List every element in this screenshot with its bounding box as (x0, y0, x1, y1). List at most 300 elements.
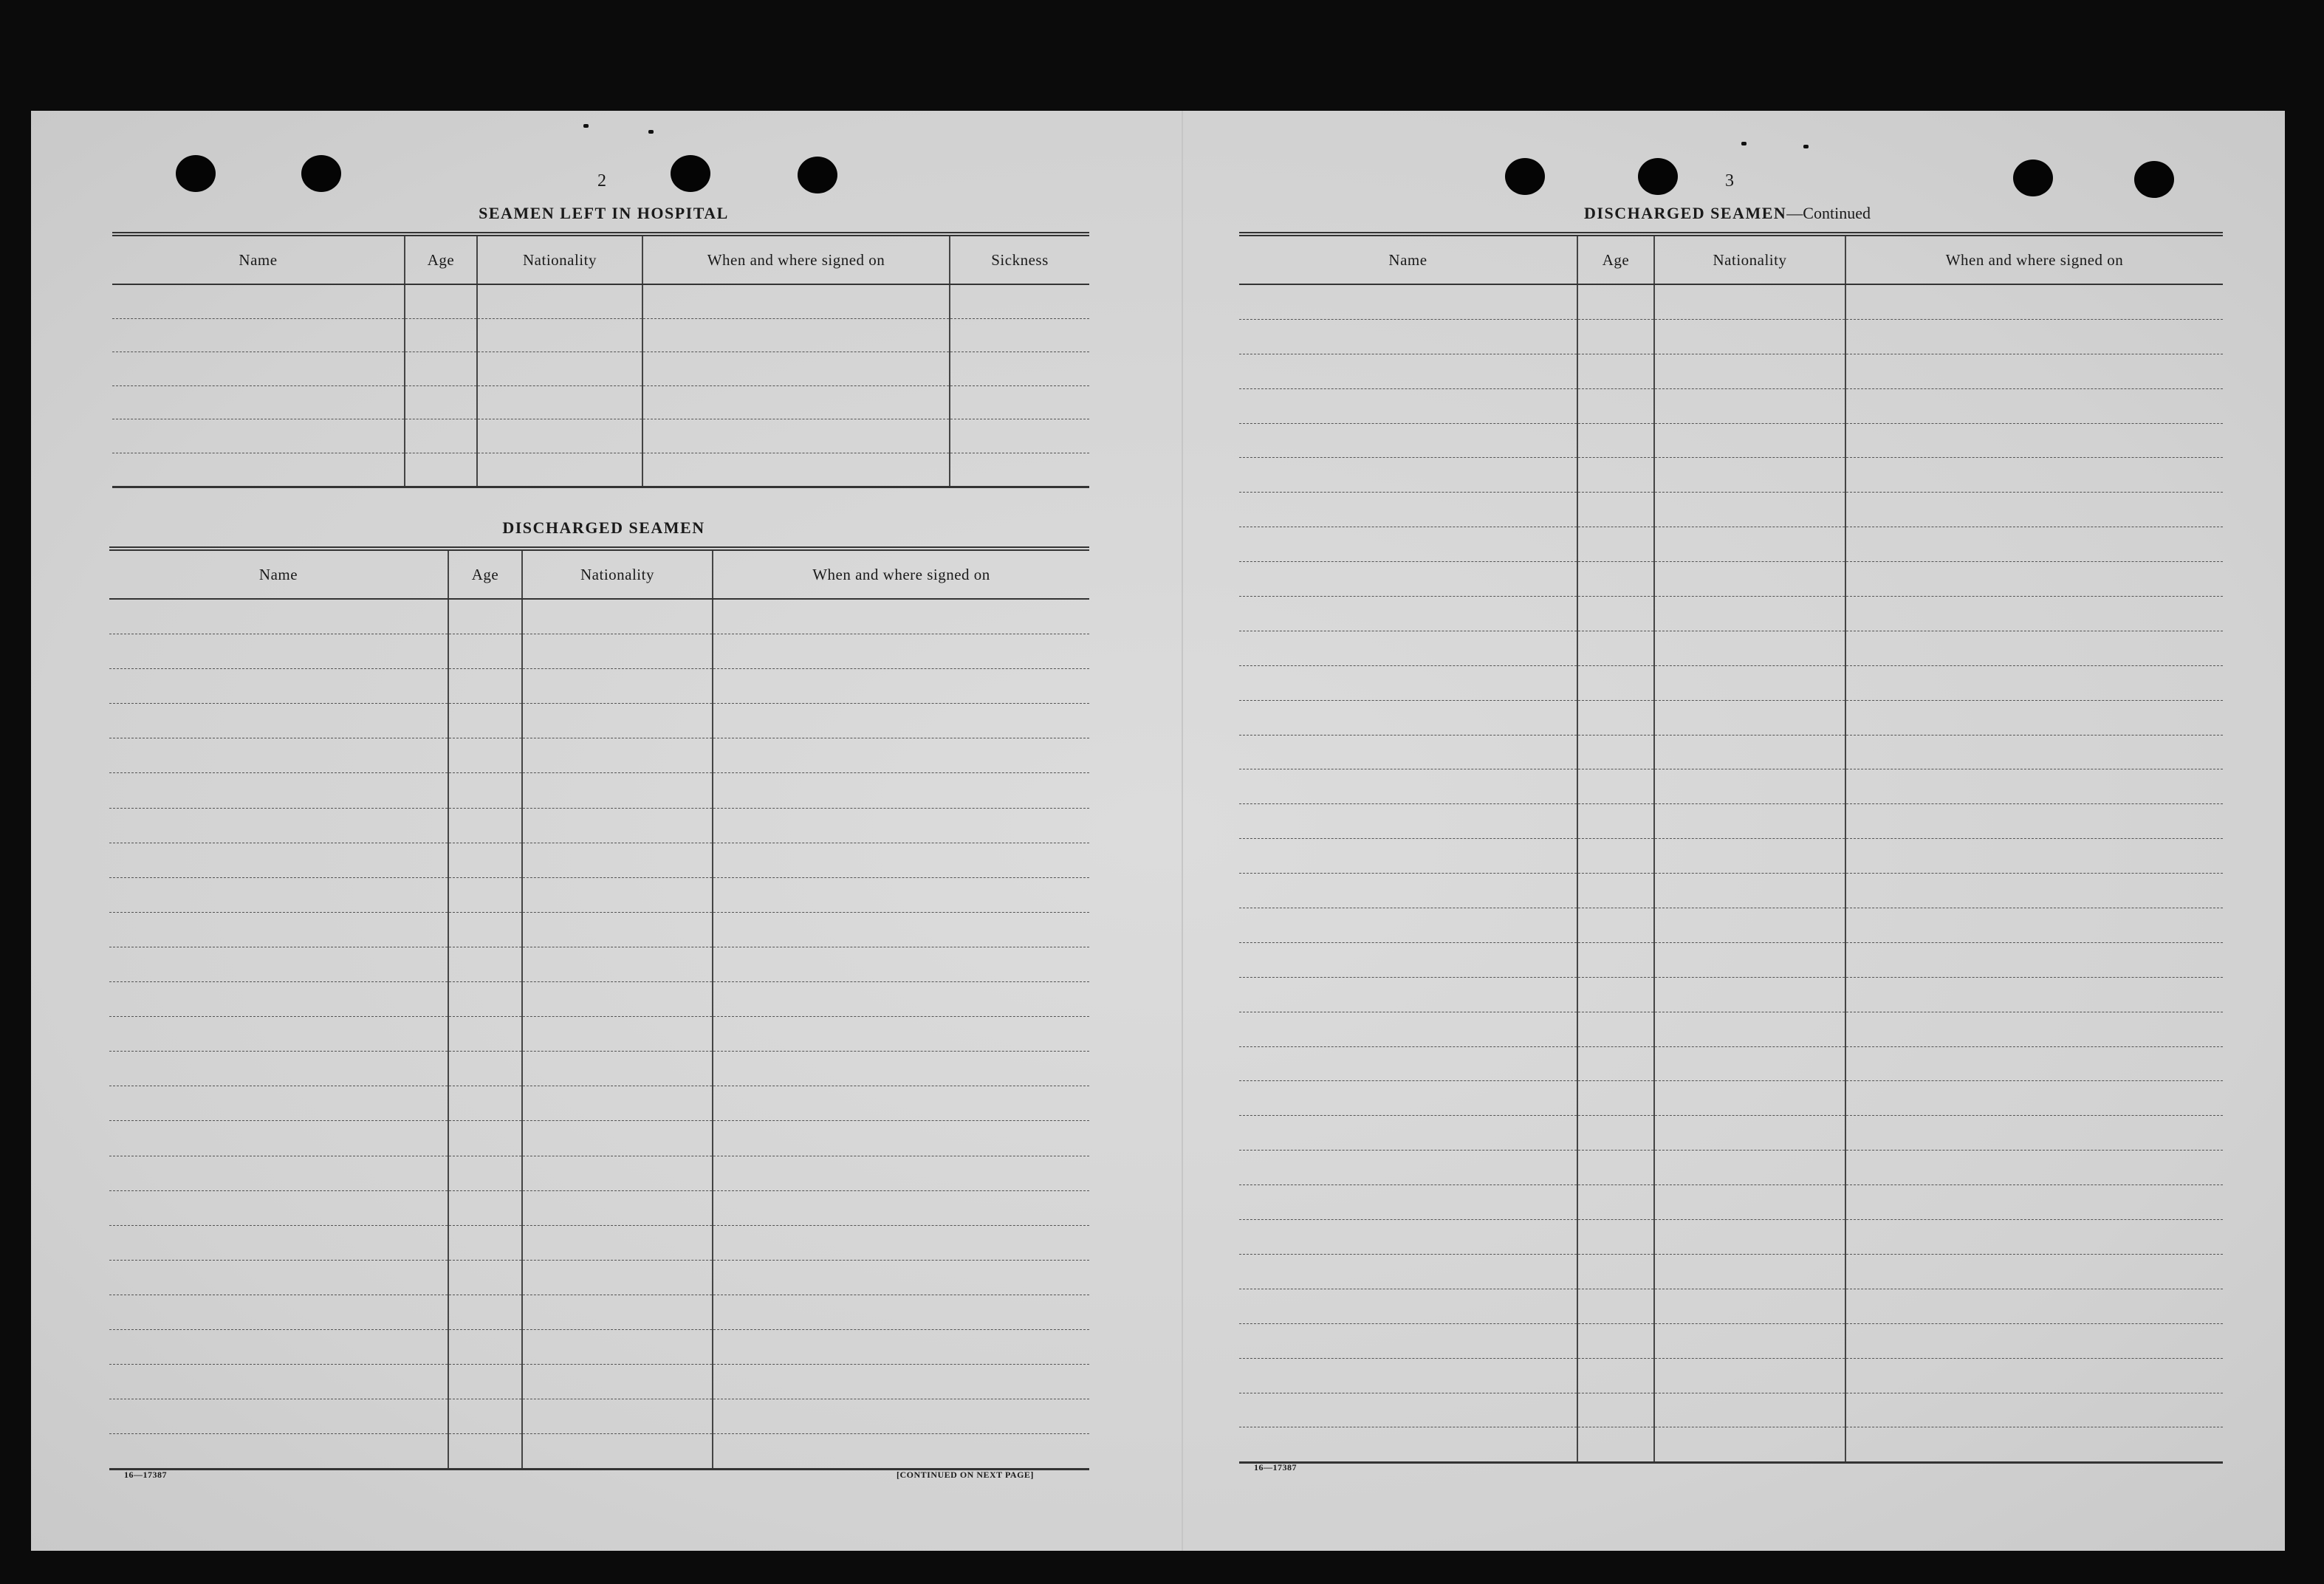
table-cell (713, 1399, 1089, 1434)
punch-hole (1505, 158, 1545, 195)
table-row (1239, 977, 2223, 1012)
table-cell (1577, 354, 1654, 388)
table-cell (448, 1434, 522, 1470)
table-cell (405, 352, 477, 386)
table-cell (1577, 631, 1654, 665)
table-cell (1845, 1393, 2223, 1427)
table-row (1239, 1185, 2223, 1220)
col-header-nationality: Nationality (522, 549, 713, 599)
table-row (1239, 1081, 2223, 1116)
table-cell (1845, 1358, 2223, 1393)
table-cell (448, 1190, 522, 1225)
table-row (1239, 735, 2223, 769)
col-header-sickness: Sickness (950, 234, 1089, 284)
col-header-nationality: Nationality (477, 234, 642, 284)
table-row (1239, 284, 2223, 319)
table-row (109, 1052, 1089, 1086)
table-cell (1654, 458, 1845, 493)
table-row (109, 1434, 1089, 1470)
col-header-name: Name (112, 234, 405, 284)
table-cell (1845, 1116, 2223, 1151)
table-cell (713, 982, 1089, 1017)
table-cell (642, 352, 950, 386)
table-cell (112, 385, 405, 419)
table-cell (1845, 1427, 2223, 1463)
table-cell (109, 1017, 448, 1052)
punch-hole (301, 155, 341, 192)
table-cell (522, 1295, 713, 1329)
table-cell (1654, 631, 1845, 665)
table-cell (1577, 665, 1654, 700)
table-cell (713, 1434, 1089, 1470)
table-cell (522, 738, 713, 773)
table-row (112, 453, 1089, 487)
table-cell (1577, 700, 1654, 735)
speck (648, 130, 654, 134)
discharged-table (109, 546, 1089, 1470)
table-cell (522, 669, 713, 704)
table-cell (713, 912, 1089, 947)
table-row (112, 352, 1089, 386)
table-cell (522, 947, 713, 981)
table-cell (112, 352, 405, 386)
col-header-age: Age (1577, 234, 1654, 284)
table-cell (1654, 1116, 1845, 1151)
table-cell (713, 1086, 1089, 1121)
table-cell (522, 773, 713, 808)
table-cell (1577, 1254, 1654, 1289)
table-row (109, 1156, 1089, 1190)
table-cell (1577, 735, 1654, 769)
table-cell (1845, 1081, 2223, 1116)
table-cell (713, 1329, 1089, 1364)
table-cell (1845, 597, 2223, 631)
form-number: 16—17387 (1254, 1462, 1297, 1472)
table-cell (405, 419, 477, 453)
col-header-nationality: Nationality (1654, 234, 1845, 284)
table-cell (109, 669, 448, 704)
table-row (1239, 1393, 2223, 1427)
table-cell (1239, 1289, 1577, 1323)
table-cell (1577, 284, 1654, 319)
table-cell (1577, 1393, 1654, 1427)
table-row (109, 982, 1089, 1017)
table-row (109, 1190, 1089, 1225)
table-cell (1845, 631, 2223, 665)
table-cell (1845, 423, 2223, 458)
table-row (109, 1399, 1089, 1434)
table-cell (522, 1329, 713, 1364)
table-row (109, 877, 1089, 912)
table-cell (1654, 1220, 1845, 1255)
table-cell (112, 419, 405, 453)
table-cell (448, 1225, 522, 1260)
table-cell (522, 1190, 713, 1225)
table-cell (1577, 458, 1654, 493)
table-cell (713, 1365, 1089, 1399)
table-cell (522, 982, 713, 1017)
table-cell (642, 284, 950, 318)
table-cell (1845, 1323, 2223, 1358)
table-cell (1239, 597, 1577, 631)
table-row (1239, 665, 2223, 700)
table-cell (109, 1086, 448, 1121)
table-cell (448, 1156, 522, 1190)
table-cell (448, 669, 522, 704)
table-cell (1239, 804, 1577, 839)
table-cell (477, 318, 642, 352)
table-row (109, 599, 1089, 634)
table-cell (1654, 1358, 1845, 1393)
table-cell (1577, 562, 1654, 597)
table-cell (1239, 319, 1577, 354)
table-cell (109, 1434, 448, 1470)
table-row (109, 947, 1089, 981)
table-cell (1239, 1323, 1577, 1358)
table-row (1239, 1323, 2223, 1358)
table-cell (1845, 1046, 2223, 1081)
table-cell (109, 1156, 448, 1190)
table-cell (109, 773, 448, 808)
table-cell (448, 982, 522, 1017)
table-cell (1654, 493, 1845, 527)
table-cell (522, 1121, 713, 1156)
table-cell (713, 738, 1089, 773)
table-cell (1654, 1323, 1845, 1358)
table-row (1239, 562, 2223, 597)
table-cell (109, 1225, 448, 1260)
punch-hole (671, 155, 710, 192)
discharged-continued-table (1239, 232, 2223, 1464)
table-row (1239, 458, 2223, 493)
table-cell (1845, 1151, 2223, 1185)
table-cell (522, 1365, 713, 1399)
table-cell (1239, 354, 1577, 388)
col-header-name: Name (109, 549, 448, 599)
table-cell (1654, 1427, 1845, 1463)
table-cell (109, 912, 448, 947)
table-cell (1577, 1358, 1654, 1393)
table-cell (713, 1260, 1089, 1295)
table-cell (1845, 942, 2223, 977)
table-row (1239, 354, 2223, 388)
table-cell (477, 453, 642, 487)
table-cell (109, 982, 448, 1017)
table-cell (522, 1156, 713, 1190)
table-cell (1239, 942, 1577, 977)
table-cell (1239, 665, 1577, 700)
punch-hole (798, 157, 837, 193)
table-row (1239, 1151, 2223, 1185)
table-row (109, 1121, 1089, 1156)
table-row (1239, 1220, 2223, 1255)
table-cell (477, 284, 642, 318)
col-header-age: Age (405, 234, 477, 284)
table-cell (1654, 1393, 1845, 1427)
table-cell (713, 1190, 1089, 1225)
speck (1741, 142, 1747, 145)
table-cell (109, 1365, 448, 1399)
table-cell (713, 1121, 1089, 1156)
table-cell (1654, 735, 1845, 769)
table-cell (1577, 1151, 1654, 1185)
table-cell (1577, 1323, 1654, 1358)
table-cell (1845, 284, 2223, 319)
table-cell (522, 1052, 713, 1086)
table-row (109, 1017, 1089, 1052)
table-cell (1577, 804, 1654, 839)
table-cell (1845, 1220, 2223, 1255)
table-cell (1239, 1427, 1577, 1463)
table-cell (1654, 1046, 1845, 1081)
table-cell (1239, 423, 1577, 458)
table-cell (1577, 839, 1654, 874)
table-cell (1845, 977, 2223, 1012)
table-cell (477, 352, 642, 386)
section-title-main: DISCHARGED SEAMEN (1584, 204, 1787, 222)
table-row (1239, 874, 2223, 908)
table-row (1239, 942, 2223, 977)
table-row (1239, 1012, 2223, 1046)
table-cell (448, 1260, 522, 1295)
table-row (109, 773, 1089, 808)
table-row (1239, 527, 2223, 562)
table-cell (1654, 1012, 1845, 1046)
table-cell (109, 738, 448, 773)
table-cell (1654, 562, 1845, 597)
table-cell (112, 318, 405, 352)
col-header-signed-on: When and where signed on (642, 234, 950, 284)
table-cell (1845, 1012, 2223, 1046)
section-title (1241, 204, 2214, 223)
col-header-signed-on: When and where signed on (1845, 234, 2223, 284)
table-cell (405, 284, 477, 318)
table-row (109, 1260, 1089, 1295)
table-cell (1577, 1427, 1654, 1463)
table-cell (522, 1260, 713, 1295)
table-cell (1239, 1185, 1577, 1220)
table-row (109, 634, 1089, 669)
table-cell (1845, 493, 2223, 527)
table-cell (112, 284, 405, 318)
table-cell (713, 1156, 1089, 1190)
table-cell (713, 843, 1089, 877)
table-row (109, 669, 1089, 704)
table-row (109, 1086, 1089, 1121)
table-cell (448, 877, 522, 912)
table-cell (1239, 631, 1577, 665)
table-cell (1654, 839, 1845, 874)
table-cell (713, 634, 1089, 669)
table-cell (1239, 1151, 1577, 1185)
table-cell (1654, 423, 1845, 458)
table-cell (1845, 1254, 2223, 1289)
table-cell (950, 385, 1089, 419)
table-cell (1654, 319, 1845, 354)
table-cell (522, 1225, 713, 1260)
table-cell (522, 1017, 713, 1052)
table-cell (448, 599, 522, 634)
table-row (1239, 493, 2223, 527)
table-cell (1845, 562, 2223, 597)
table-row (1239, 804, 2223, 839)
table-cell (713, 773, 1089, 808)
table-cell (448, 1329, 522, 1364)
table-cell (1654, 700, 1845, 735)
table-cell (1845, 908, 2223, 943)
table-cell (405, 385, 477, 419)
table-cell (448, 843, 522, 877)
table-cell (1239, 1358, 1577, 1393)
table-cell (522, 1086, 713, 1121)
table-cell (109, 877, 448, 912)
table-cell (1577, 423, 1654, 458)
form-number: 16—17387 (124, 1470, 167, 1480)
continued-note: [CONTINUED ON NEXT PAGE] (897, 1470, 1034, 1480)
col-header-age: Age (448, 549, 522, 599)
table-cell (109, 1295, 448, 1329)
table-cell (1577, 1046, 1654, 1081)
table-cell (1845, 700, 2223, 735)
table-cell (1654, 942, 1845, 977)
table-cell (1577, 1289, 1654, 1323)
table-cell (1577, 908, 1654, 943)
table-cell (1239, 700, 1577, 735)
table-cell (1577, 874, 1654, 908)
table-cell (1845, 458, 2223, 493)
speck (583, 124, 589, 128)
table-cell (1239, 493, 1577, 527)
table-cell (1654, 665, 1845, 700)
table-row (1239, 769, 2223, 804)
table-cell (405, 453, 477, 487)
table-cell (1577, 977, 1654, 1012)
hospital-table (112, 232, 1089, 488)
table-row (109, 808, 1089, 843)
table-cell (1654, 1254, 1845, 1289)
table-row (1239, 388, 2223, 423)
table-cell (448, 1052, 522, 1086)
table-row (1239, 1116, 2223, 1151)
table-cell (1654, 908, 1845, 943)
table-cell (1239, 874, 1577, 908)
page-number: 2 (597, 171, 606, 191)
table-cell (1239, 527, 1577, 562)
table-cell (1845, 769, 2223, 804)
table-cell (1577, 942, 1654, 977)
table-cell (1239, 1116, 1577, 1151)
table-cell (1239, 1220, 1577, 1255)
table-row (109, 704, 1089, 738)
table-cell (1845, 735, 2223, 769)
table-cell (1239, 735, 1577, 769)
table-row (1239, 1427, 2223, 1463)
table-cell (1845, 804, 2223, 839)
table-cell (1577, 1185, 1654, 1220)
table-row (1239, 908, 2223, 943)
table-cell (1654, 354, 1845, 388)
table-cell (1577, 388, 1654, 423)
table-row (1239, 631, 2223, 665)
table-cell (1239, 1393, 1577, 1427)
table-cell (1577, 1012, 1654, 1046)
table-cell (1845, 1185, 2223, 1220)
table-cell (1845, 527, 2223, 562)
table-cell (1239, 388, 1577, 423)
table-cell (1239, 1254, 1577, 1289)
table-cell (109, 704, 448, 738)
table-row (109, 843, 1089, 877)
table-cell (109, 599, 448, 634)
table-cell (448, 947, 522, 981)
table-cell (1654, 284, 1845, 319)
section-title: DISCHARGED SEAMEN (502, 518, 705, 537)
table-row (112, 385, 1089, 419)
table-cell (1654, 1081, 1845, 1116)
table-cell (477, 385, 642, 419)
punch-hole (1638, 158, 1678, 195)
table-cell (950, 453, 1089, 487)
table-cell (1239, 769, 1577, 804)
table-cell (1577, 527, 1654, 562)
table-cell (1239, 977, 1577, 1012)
page-fold (1182, 111, 1183, 1551)
table-cell (522, 877, 713, 912)
table-cell (448, 912, 522, 947)
table-cell (713, 704, 1089, 738)
table-row (112, 318, 1089, 352)
table-cell (1654, 1185, 1845, 1220)
table-cell (1577, 1116, 1654, 1151)
table-cell (713, 1295, 1089, 1329)
speck (1803, 145, 1809, 148)
table-row (109, 1365, 1089, 1399)
table-cell (477, 419, 642, 453)
table-cell (713, 599, 1089, 634)
table-cell (109, 1052, 448, 1086)
table-cell (448, 1295, 522, 1329)
table-cell (1654, 977, 1845, 1012)
table-cell (1845, 665, 2223, 700)
table-cell (642, 318, 950, 352)
table-cell (522, 1434, 713, 1470)
table-cell (1239, 908, 1577, 943)
table-cell (522, 1399, 713, 1434)
table-cell (1654, 1289, 1845, 1323)
table-cell (448, 704, 522, 738)
table-cell (1654, 769, 1845, 804)
table-cell (1577, 1220, 1654, 1255)
table-cell (1654, 388, 1845, 423)
table-row (1239, 423, 2223, 458)
table-cell (713, 1017, 1089, 1052)
table-row (109, 738, 1089, 773)
table-cell (109, 947, 448, 981)
table-cell (109, 1190, 448, 1225)
table-cell (522, 912, 713, 947)
table-cell (522, 704, 713, 738)
col-header-signed-on: When and where signed on (713, 549, 1089, 599)
table-cell (1654, 1151, 1845, 1185)
table-cell (448, 808, 522, 843)
table-cell (448, 1086, 522, 1121)
table-cell (1239, 284, 1577, 319)
table-row (1239, 319, 2223, 354)
table-cell (109, 1329, 448, 1364)
table-row (109, 1329, 1089, 1364)
table-cell (1577, 1081, 1654, 1116)
table-cell (1239, 458, 1577, 493)
